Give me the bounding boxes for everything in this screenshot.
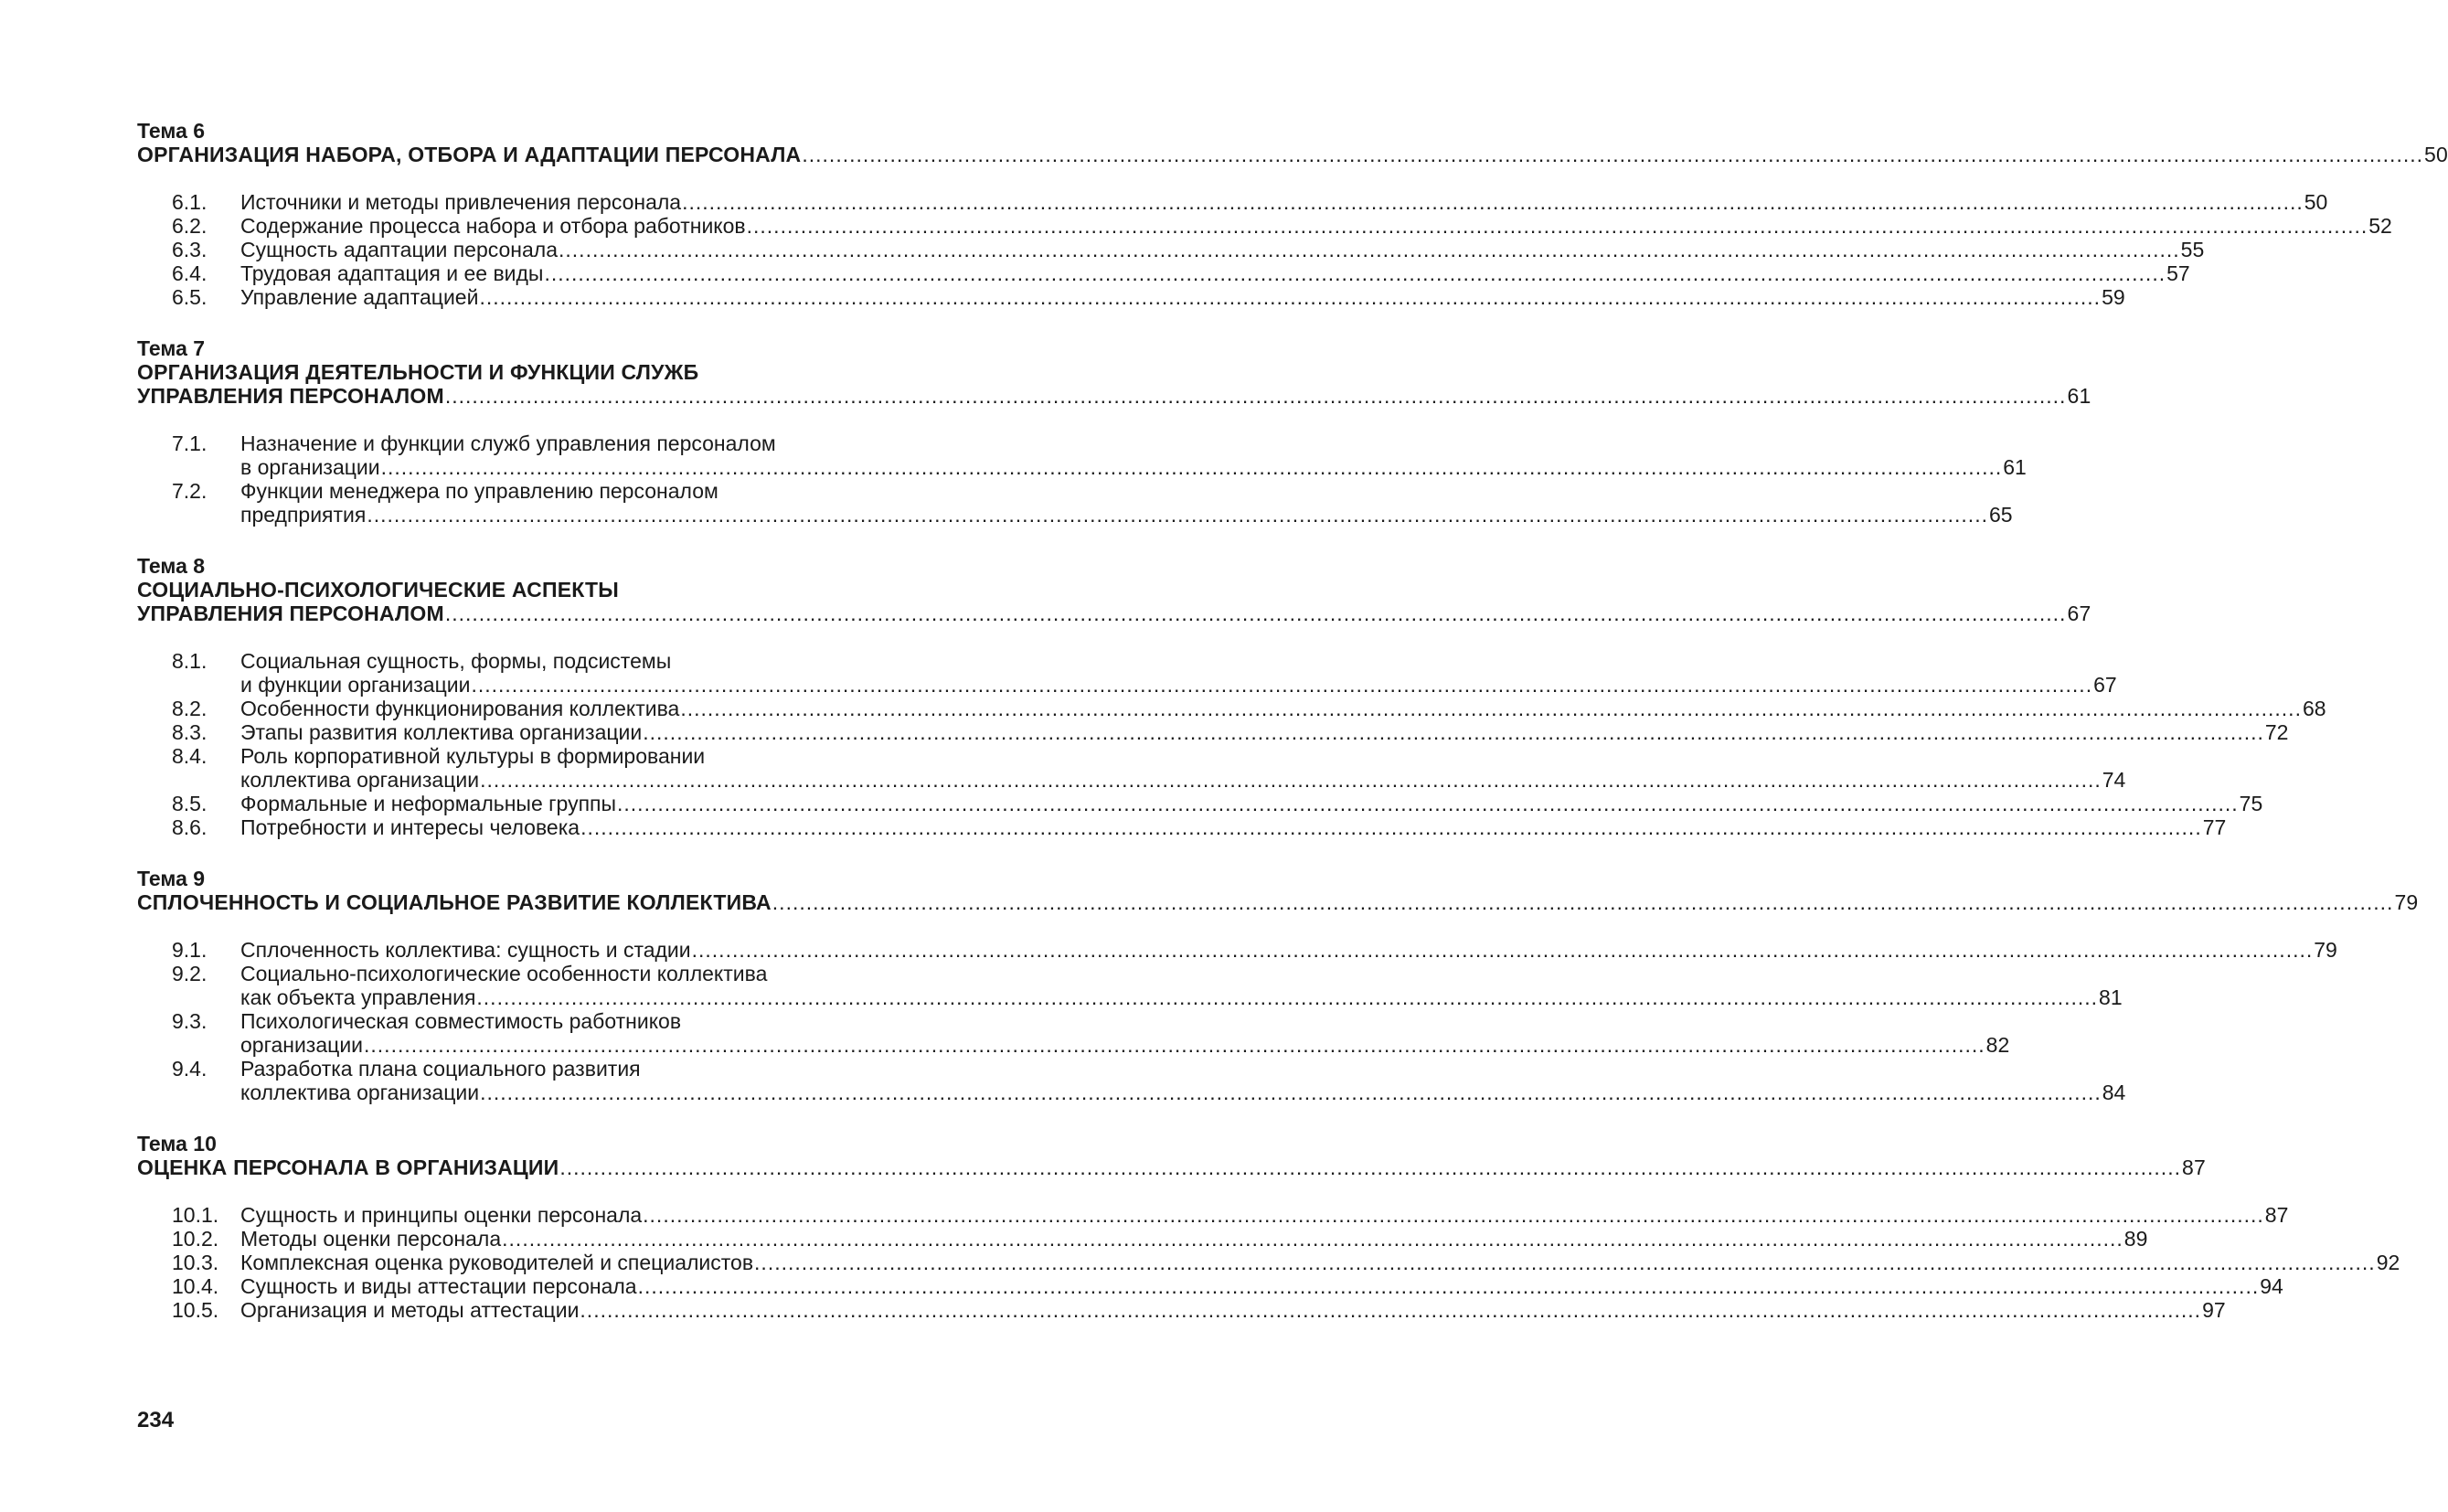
leader-dots — [802, 143, 2423, 166]
subsection-entry — [240, 214, 2392, 238]
page-ref: 87 — [2264, 1203, 2289, 1227]
subsection-number: 8.6. — [172, 815, 208, 839]
subsection-line: Функции менеджера по управлению персоналом — [240, 479, 718, 503]
leader-dots — [445, 602, 2067, 625]
subsection-body — [240, 649, 2117, 697]
subsection-line: Социально-психологические особенности коллектива — [240, 962, 768, 985]
subsection-entry — [240, 815, 2226, 839]
subsection-body — [240, 1009, 2009, 1057]
entry-text: Сущность адаптации персонала — [240, 238, 559, 261]
subsection-item — [137, 1227, 2148, 1251]
subsection-item — [137, 1274, 2283, 1298]
subsection-number: 8.1. — [172, 649, 208, 673]
topic-section — [137, 119, 2448, 309]
page-ref: 84 — [2102, 1081, 2126, 1104]
subsection-entry — [240, 792, 2262, 815]
entry-text: Этапы развития коллектива организации — [240, 720, 643, 744]
entry-text: Комплексная оценка руководителей и специалистов — [240, 1251, 754, 1274]
entry-text: как объекта управления — [240, 985, 476, 1009]
entry-text: Формальные и неформальные группы — [240, 792, 617, 815]
subsection-body — [240, 697, 2326, 720]
subsection-body — [240, 792, 2262, 815]
entry-text: коллектива организации — [240, 768, 480, 792]
subsection-number: 10.5. — [172, 1298, 219, 1322]
subsection-entry — [240, 985, 2123, 1009]
subsection-entry — [240, 1274, 2283, 1298]
subsection-body — [240, 285, 2125, 309]
topic-title-entry — [137, 1155, 2206, 1179]
topic-title-entry — [137, 602, 2091, 625]
page-ref: 52 — [2368, 214, 2392, 238]
leader-dots — [643, 1203, 2264, 1227]
topic-section — [137, 867, 2419, 1104]
subsection-line: Психологическая совместимость работников — [240, 1009, 682, 1033]
subsection-list — [137, 649, 2326, 839]
subsection-entry — [240, 503, 2013, 527]
page-ref: 79 — [2394, 890, 2419, 914]
subsection-line: Роль корпоративной культуры в формировании — [240, 744, 706, 768]
table-of-contents — [137, 119, 2448, 1349]
subsection-entry — [240, 1081, 2125, 1104]
topic-label: Тема 6 — [137, 119, 206, 143]
subsection-body — [240, 1227, 2147, 1251]
subsection-body — [240, 261, 2190, 285]
leader-dots — [772, 890, 2394, 914]
subsection-number: 6.1. — [172, 190, 208, 214]
subsection-item — [137, 744, 2126, 792]
subsection-number: 9.1. — [172, 938, 208, 962]
subsection-item — [137, 720, 2289, 744]
subsection-body — [240, 214, 2392, 238]
entry-text: Организация и методы аттестации — [240, 1298, 580, 1322]
topic-title — [137, 578, 2091, 625]
entry-text: Методы оценки персонала — [240, 1227, 502, 1251]
topic-section — [137, 1132, 2400, 1322]
topic-title-line: ОРГАНИЗАЦИЯ ДЕЯТЕЛЬНОСТИ И ФУНКЦИИ СЛУЖБ — [137, 360, 699, 384]
leader-dots — [617, 792, 2239, 815]
entry-text: Содержание процесса набора и отбора работников — [240, 214, 746, 238]
subsection-number: 10.3. — [172, 1251, 219, 1274]
topic-label: Тема 8 — [137, 554, 206, 578]
subsection-body — [240, 938, 2337, 962]
subsection-number: 7.2. — [172, 479, 208, 503]
subsection-body — [240, 962, 2123, 1009]
subsection-entry — [240, 285, 2125, 309]
subsection-body — [240, 1203, 2288, 1227]
page-ref: 97 — [2202, 1298, 2226, 1322]
leader-dots — [747, 214, 2368, 238]
page-ref: 65 — [1988, 503, 2013, 527]
subsection-body — [240, 431, 2027, 479]
subsection-body — [240, 190, 2327, 214]
subsection-entry — [240, 1298, 2226, 1322]
subsection-item — [137, 214, 2392, 238]
page-ref: 79 — [2314, 938, 2337, 962]
subsection-item — [137, 1057, 2126, 1104]
entry-text: Управление адаптацией — [240, 285, 479, 309]
page-ref: 81 — [2099, 985, 2123, 1009]
subsection-item — [137, 938, 2337, 962]
subsection-body — [240, 815, 2226, 839]
topic-title — [137, 1155, 2206, 1179]
subsection-item — [137, 1298, 2226, 1322]
entry-text: Трудовая адаптация и ее виды — [240, 261, 544, 285]
topic-title — [137, 890, 2419, 914]
entry-text: СПЛОЧЕННОСТЬ И СОЦИАЛЬНОЕ РАЗВИТИЕ КОЛЛЕКТИВА — [137, 890, 772, 914]
entry-text: в организации — [240, 455, 380, 479]
subsection-body — [240, 1274, 2283, 1298]
subsection-entry — [240, 673, 2117, 697]
topic-title — [137, 360, 2091, 408]
subsection-number: 6.2. — [172, 214, 208, 238]
entry-text: Источники и методы привлечения персонала — [240, 190, 682, 214]
subsection-number: 6.4. — [172, 261, 208, 285]
entry-text: ОЦЕНКА ПЕРСОНАЛА В ОРГАНИЗАЦИИ — [137, 1155, 559, 1179]
leader-dots — [480, 1081, 2102, 1104]
subsection-line: Назначение и функции служб управления персоналом — [240, 431, 776, 455]
subsection-number: 8.4. — [172, 744, 208, 768]
subsection-entry — [240, 190, 2327, 214]
subsection-item — [137, 431, 2027, 479]
leader-dots — [682, 190, 2304, 214]
subsection-number: 6.3. — [172, 238, 208, 261]
subsection-number: 7.1. — [172, 431, 208, 455]
leader-dots — [643, 720, 2264, 744]
subsection-body — [240, 1057, 2125, 1104]
leader-dots — [364, 1033, 1985, 1057]
subsection-number: 8.2. — [172, 697, 208, 720]
page-ref: 87 — [2181, 1155, 2206, 1179]
page-ref: 61 — [2003, 455, 2027, 479]
entry-text: Потребности и интересы человека — [240, 815, 580, 839]
page-ref: 55 — [2180, 238, 2205, 261]
subsection-entry — [240, 455, 2027, 479]
page-ref: 77 — [2202, 815, 2227, 839]
subsection-body — [240, 1251, 2400, 1274]
subsection-item — [137, 1203, 2289, 1227]
subsection-entry — [240, 261, 2190, 285]
page-ref: 89 — [2123, 1227, 2148, 1251]
subsection-body — [240, 479, 2013, 527]
subsection-number: 9.4. — [172, 1057, 208, 1081]
subsection-entry — [240, 1203, 2288, 1227]
topic-label: Тема 7 — [137, 336, 206, 360]
entry-text: Сущность и виды аттестации персонала — [240, 1274, 637, 1298]
entry-text: предприятия — [240, 503, 367, 527]
topic-section — [137, 554, 2326, 839]
topic-label: Тема 9 — [137, 867, 206, 890]
subsection-list — [137, 1203, 2400, 1322]
subsection-body — [240, 744, 2125, 792]
subsection-number: 9.3. — [172, 1009, 208, 1033]
page-ref: 92 — [2376, 1251, 2400, 1274]
page-ref: 82 — [1985, 1033, 2010, 1057]
subsection-item — [137, 962, 2123, 1009]
leader-dots — [559, 238, 2180, 261]
leader-dots — [502, 1227, 2123, 1251]
leader-dots — [580, 815, 2202, 839]
subsection-number: 8.5. — [172, 792, 208, 815]
leader-dots — [445, 384, 2067, 408]
entry-text: УПРАВЛЕНИЯ ПЕРСОНАЛОМ — [137, 384, 444, 408]
topic-title-entry — [137, 384, 2091, 408]
subsection-body — [240, 238, 2204, 261]
topic-title-entry — [137, 890, 2419, 914]
subsection-item — [137, 697, 2326, 720]
subsection-entry — [240, 768, 2125, 792]
subsection-number: 6.5. — [172, 285, 208, 309]
entry-text: Сплоченность коллектива: сущность и стадии — [240, 938, 691, 962]
entry-text: УПРАВЛЕНИЯ ПЕРСОНАЛОМ — [137, 602, 444, 625]
subsection-item — [137, 815, 2227, 839]
leader-dots — [692, 938, 2314, 962]
leader-dots — [544, 261, 2166, 285]
page-ref: 75 — [2239, 792, 2263, 815]
page-ref: 67 — [2093, 673, 2117, 697]
subsection-entry — [240, 1227, 2147, 1251]
leader-dots — [638, 1274, 2260, 1298]
leader-dots — [471, 673, 2092, 697]
page-ref: 50 — [2424, 143, 2448, 166]
subsection-item — [137, 479, 2013, 527]
entry-text: ОРГАНИЗАЦИЯ НАБОРА, ОТБОРА И АДАПТАЦИИ ПЕРСОНАЛА — [137, 143, 802, 166]
topic-section — [137, 336, 2091, 527]
page-ref: 74 — [2102, 768, 2126, 792]
subsection-item — [137, 649, 2117, 697]
entry-text: организации — [240, 1033, 364, 1057]
subsection-entry — [240, 720, 2288, 744]
subsection-item — [137, 285, 2125, 309]
entry-text: и функции организации — [240, 673, 471, 697]
entry-text: Сущность и принципы оценки персонала — [240, 1203, 643, 1227]
subsection-entry — [240, 1033, 2009, 1057]
leader-dots — [367, 503, 1988, 527]
subsection-entry — [240, 697, 2326, 720]
leader-dots — [580, 1298, 2201, 1322]
subsection-item — [137, 1251, 2400, 1274]
subsection-list — [137, 938, 2337, 1104]
page-ref: 61 — [2067, 384, 2091, 408]
subsection-item — [137, 238, 2205, 261]
subsection-number: 10.2. — [172, 1227, 219, 1251]
page-ref: 94 — [2260, 1274, 2283, 1298]
page-ref: 57 — [2166, 261, 2190, 285]
topic-label: Тема 10 — [137, 1132, 217, 1155]
leader-dots — [680, 697, 2302, 720]
leader-dots — [381, 455, 2003, 479]
subsection-number: 9.2. — [172, 962, 208, 985]
leader-dots — [559, 1155, 2181, 1179]
subsection-list — [137, 190, 2392, 309]
subsection-number: 8.3. — [172, 720, 208, 744]
subsection-item — [137, 190, 2328, 214]
subsection-body — [240, 1298, 2226, 1322]
entry-text: коллектива организации — [240, 1081, 480, 1104]
topic-title-entry — [137, 143, 2448, 166]
subsection-body — [240, 720, 2288, 744]
leader-dots — [479, 285, 2101, 309]
page-ref: 67 — [2067, 602, 2091, 625]
topic-title — [137, 143, 2448, 166]
page-ref: 50 — [2304, 190, 2328, 214]
subsection-entry — [240, 938, 2337, 962]
page-ref: 72 — [2264, 720, 2289, 744]
page-ref: 59 — [2102, 285, 2125, 309]
subsection-item — [137, 1009, 2010, 1057]
page-ref: 68 — [2302, 697, 2326, 720]
topic-title-line: СОЦИАЛЬНО-ПСИХОЛОГИЧЕСКИЕ АСПЕКТЫ — [137, 578, 620, 602]
leader-dots — [754, 1251, 2376, 1274]
entry-text: Особенности функционирования коллектива — [240, 697, 680, 720]
subsection-line: Разработка плана социального развития — [240, 1057, 641, 1081]
leader-dots — [476, 985, 2098, 1009]
leader-dots — [480, 768, 2102, 792]
subsection-item — [137, 261, 2190, 285]
subsection-number: 10.1. — [172, 1203, 219, 1227]
page-number: 234 — [137, 1408, 175, 1432]
subsection-item — [137, 792, 2263, 815]
subsection-entry — [240, 1251, 2400, 1274]
subsection-line: Социальная сущность, формы, подсистемы — [240, 649, 672, 673]
subsection-number: 10.4. — [172, 1274, 219, 1298]
subsection-entry — [240, 238, 2204, 261]
subsection-list — [137, 431, 2027, 527]
